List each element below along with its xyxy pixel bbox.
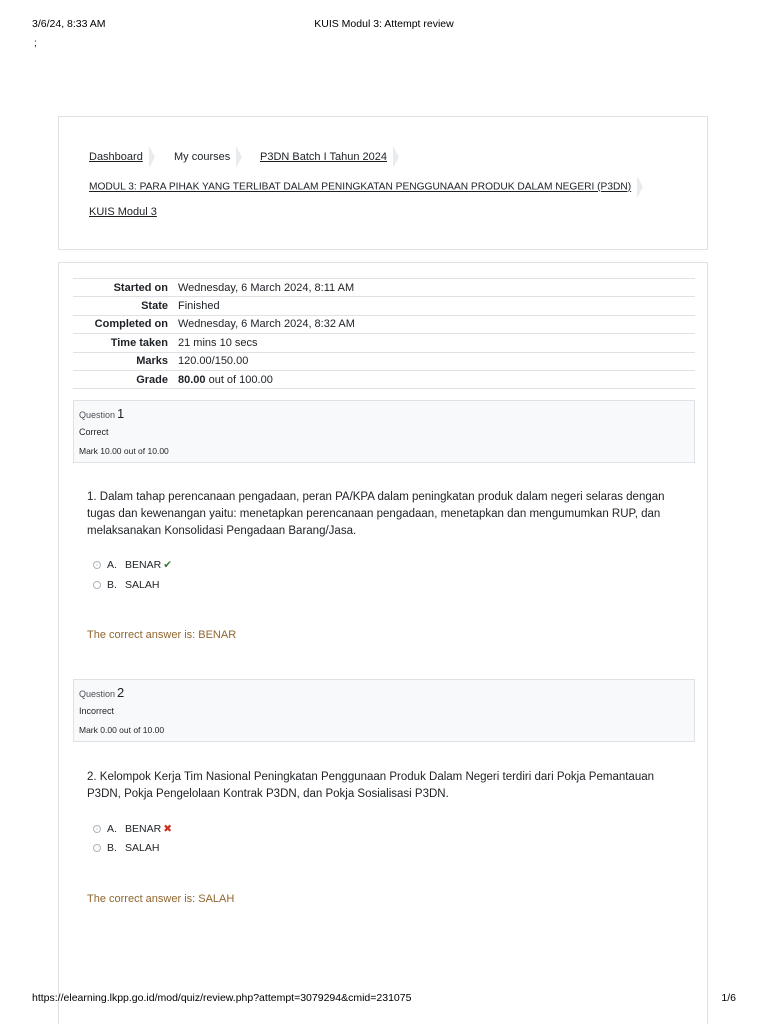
summary-label: Marks — [136, 355, 168, 368]
summary-label: Started on — [113, 281, 168, 294]
print-date: 3/6/24, 8:33 AM — [32, 18, 106, 30]
breadcrumb-separator-icon — [149, 146, 155, 168]
summary-value: 21 mins 10 secs — [178, 336, 258, 349]
page-number: 1/6 — [721, 992, 736, 1004]
summary-value — [172, 370, 695, 388]
question-1-info — [73, 400, 695, 463]
breadcrumb-quiz[interactable]: KUIS Modul 3 — [89, 206, 157, 218]
print-footer — [32, 992, 736, 1006]
question-state: Correct — [79, 427, 109, 437]
attempt-review — [58, 262, 708, 1024]
grade-out-of: out of 100.00 — [205, 373, 273, 386]
breadcrumb-separator-icon — [393, 146, 399, 168]
attempt-summary-table — [73, 278, 695, 389]
radio-icon[interactable] — [93, 844, 101, 852]
question-grade: Mark 0.00 out of 10.00 — [79, 725, 165, 735]
breadcrumb-course[interactable]: P3DN Batch I Tahun 2024 — [260, 146, 399, 168]
summary-label: Time taken — [110, 336, 168, 349]
radio-selected-icon[interactable] — [93, 825, 101, 833]
question-number: Question 1 — [79, 406, 125, 421]
breadcrumb-separator-icon — [236, 146, 242, 168]
question-grade: Mark 10.00 out of 10.00 — [79, 446, 169, 456]
radio-selected-icon[interactable] — [93, 561, 101, 569]
radio-icon[interactable] — [93, 581, 101, 589]
breadcrumb-section[interactable]: MODUL 3: PARA PIHAK YANG TERLIBAT DALAM PENINGKATAN PENGGUNAAN PRODUK DALAM NEGERI (P3DN) — [89, 176, 643, 198]
summary-label: Completed on — [94, 318, 168, 331]
print-header — [32, 18, 736, 32]
breadcrumb-separator-icon — [637, 176, 643, 198]
table-row — [73, 334, 695, 352]
question-number: Question 2 — [79, 685, 125, 700]
table-row — [73, 315, 695, 333]
check-icon: ✔ — [163, 559, 172, 571]
summary-value: Wednesday, 6 March 2024, 8:11 AM — [178, 281, 355, 294]
print-url: https://elearning.lkpp.go.id/mod/quiz/review.php?attempt=3079294&cmid=231075 — [32, 992, 412, 1004]
question-2-feedback: The correct answer is: SALAH — [87, 893, 235, 905]
stray-semicolon: ; — [34, 38, 37, 49]
question-2-text: 2. Kelompok Kerja Tim Nasional Peningkatan Penggunaan Produk Dalam Negeri terdiri dari Pokja Pemantauan P3DN, Pokja Pengelolaan Kontrak P3DN, dan Pokja Sosialisasi P3DN. — [87, 771, 655, 800]
answer-option-a[interactable]: A. BENAR ✔ — [93, 559, 172, 573]
grade-value: 80.00 — [178, 373, 206, 386]
breadcrumb-my-courses[interactable]: My courses — [174, 146, 242, 168]
answer-option-b[interactable]: B. SALAH — [93, 579, 159, 593]
table-row — [73, 352, 695, 370]
print-title: KUIS Modul 3: Attempt review — [314, 18, 454, 30]
breadcrumb-dashboard[interactable]: Dashboard — [89, 146, 155, 168]
answer-option-b[interactable]: B. SALAH — [93, 842, 159, 856]
summary-value: Finished — [178, 300, 220, 313]
question-2-info — [73, 679, 695, 742]
breadcrumb — [58, 116, 708, 250]
table-row — [73, 279, 695, 297]
question-1-text: 1. Dalam tahap perencanaan pengadaan, peran PA/KPA dalam peningkatan produk dalam negeri selaras dengan tugas dan kewenangan yaitu: menetapkan perencanaan pengadaan, menetapkan dan mengumumkan RUP, dan melaksanakan Konsolidasi Pengadaan Barang/Jasa. — [87, 491, 665, 537]
question-state: Incorrect — [79, 706, 115, 716]
answer-option-a[interactable]: A. BENAR ✖ — [93, 823, 172, 837]
summary-label: Grade — [136, 373, 168, 386]
summary-value: Wednesday, 6 March 2024, 8:32 AM — [178, 318, 355, 331]
table-row — [73, 297, 695, 315]
summary-label: State — [141, 300, 168, 313]
table-row — [73, 370, 695, 388]
summary-value: 120.00/150.00 — [178, 355, 249, 368]
cross-icon: ✖ — [163, 823, 172, 835]
question-1-feedback: The correct answer is: BENAR — [87, 629, 237, 641]
